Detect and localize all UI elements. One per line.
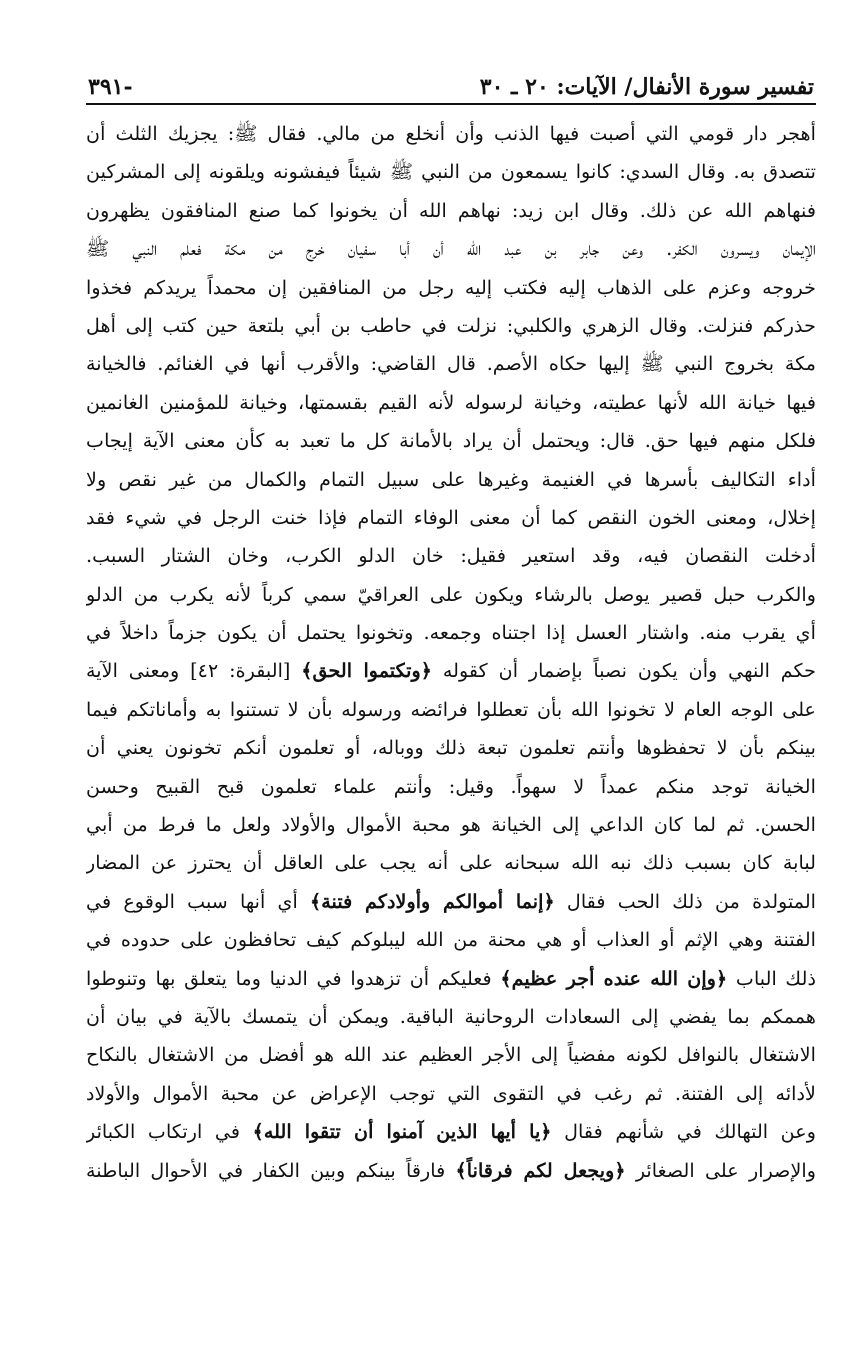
text-segment: وعن التهالك في شأنهم فقال	[551, 1120, 816, 1144]
text-line	[86, 345, 816, 383]
text-segment: الفتنة وهي الإثم أو العذاب أو هي محنة من الله ليبلوكم كيف تحافظون على حدوده في	[86, 928, 816, 952]
book-page	[86, 66, 816, 1190]
text-line	[86, 1152, 816, 1190]
text-segment: أهجر دار قومي التي أصبت فيها الذنب وأن أنخلع من مالي. فقال ﷺ: يجزيك الثلث أن	[86, 122, 816, 145]
text-segment: لبابة كان بسبب ذلك نبه الله سبحانه على أنه يجب على العاقل أن يحترز عن المضار	[86, 851, 816, 875]
quran-quote: ﴿إنما أموالكم وأولادكم فتنة﴾	[310, 889, 555, 913]
text-line	[86, 729, 816, 767]
text-segment: في ارتكاب الكبائر	[86, 1120, 253, 1144]
quran-quote: ﴿وإن الله عنده أجر عظيم﴾	[500, 966, 728, 990]
text-line	[86, 806, 816, 844]
text-line	[86, 461, 816, 499]
text-segment: أدخلت النقصان فيه، وقد استعير فقيل: خان الدلو الكرب، وخان الشتار السبب.	[86, 544, 816, 568]
text-segment: أداء التكاليف بأسرها في الغنيمة وغيرها على سبيل التمام والكمال من غير نقص ولا	[86, 467, 816, 491]
text-segment: فلكل منهم فيها حق. قال: ويحتمل أن يراد بالأمانة كل ما تعبد به كأن معنى الآية إيجاب	[86, 429, 816, 453]
text-segment: الحسن. ثم لما كان الداعي إلى الخيانة هو محبة الأموال والأولاد ولعل ما فرط من أبي	[86, 813, 816, 837]
text-segment: إخلال، ومعنى الخون النقص كما أن معنى الوفاء التمام فإذا خنت الرجل في شيء فقد	[86, 505, 816, 529]
text-segment: بينكم بأن لا تحفظوها وأنتم تعلمون تبعة ذلك ووباله، أو تعلمون أنكم تخونون يعني أن	[86, 736, 816, 760]
text-line	[86, 422, 816, 460]
text-line	[86, 614, 816, 652]
text-segment: أي يقرب منه. واشتار العسل إذا اجتناه وجمعه. وتخونوا يحتمل أن يكون جزماً داخلاً في	[86, 621, 816, 645]
text-line	[86, 153, 816, 191]
text-line	[86, 537, 816, 575]
text-line	[86, 384, 816, 422]
text-line	[86, 115, 816, 153]
text-segment: الخيانة توجد منكم عمداً لا سهواً. وقيل: وأنتم علماء تعلمون قبح القبيح وحسن	[86, 774, 816, 798]
text-segment: والإصرار على الصغائر	[625, 1158, 816, 1182]
text-line	[86, 768, 816, 806]
text-line	[86, 998, 816, 1036]
quran-quote: ﴿يا أيها الذين آمنوا أن تتقوا الله﴾	[252, 1120, 552, 1144]
text-segment: الإيمان ويسرون الكفر. وعن جابر بن عبد الله أن أبا سفيان خرج من مكة فعلم النبي ﷺ	[86, 237, 816, 261]
text-segment: فيها خيانة الله لأنها عطيته، وخيانة لرسوله لأنه القيم بقسمتها، وخيانة للمؤمنين الغانمين	[86, 390, 816, 414]
text-line	[86, 844, 816, 882]
text-line	[86, 652, 816, 690]
text-segment: ذلك الباب	[727, 966, 816, 990]
quran-quote: ﴿ويجعل لكم فرقاناً﴾	[455, 1158, 626, 1182]
text-segment: الاشتغال بالنوافل لكونه مفضياً إلى الأجر العظيم عند الله هو أفضل من الاشتغال بالنكاح	[86, 1043, 816, 1067]
text-segment: المتولدة من ذلك الحب فقال	[554, 889, 816, 913]
quran-quote: ﴿وتكتموا الحق﴾	[301, 659, 433, 683]
text-line	[86, 921, 816, 959]
header-title: تفسير سورة الأنفال/ الآيات: ٢٠ ـ ٣٠	[479, 74, 814, 100]
running-header	[86, 66, 816, 105]
text-segment: على الوجه العام لا تخونوا الله بأن تعطلوا فرائضه ورسوله بأن لا تستنوا به وأماناتكم فيما	[86, 697, 816, 721]
text-segment: فارقاً بينكم وبين الكفار في الأحوال الباطنة	[86, 1158, 456, 1182]
text-segment: تتصدق به. وقال السدي: كانوا يسمعون من النبي ﷺ شيئاً فيفشونه ويلقونه إلى المشركين	[86, 160, 816, 184]
text-line	[86, 576, 816, 614]
text-line	[86, 192, 816, 230]
text-line	[86, 691, 816, 729]
text-segment: والكرب حبل قصير يوصل بالرشاء ويكون على العراقيّ سمي كرباً لأنه يكرب من الدلو	[86, 582, 816, 606]
text-line	[86, 960, 816, 998]
text-line	[86, 1075, 816, 1113]
text-segment: فنهاهم الله عن ذلك. وقال ابن زيد: نهاهم الله أن يخونوا كما صنع المنافقون يظهرون	[86, 198, 816, 222]
text-line	[86, 230, 816, 268]
text-segment: حذركم فنزلت. وقال الزهري والكلبي: نزلت في حاطب بن أبي بلتعة حين كتب إلى أهل	[86, 313, 816, 337]
text-line	[86, 269, 816, 307]
text-segment: مكة بخروج النبي ﷺ إليها حكاه الأصم. قال القاضي: والأقرب أنها في الغنائم. فالخيانة	[86, 352, 816, 376]
text-line	[86, 499, 816, 537]
body-text	[86, 115, 816, 1190]
text-segment: هممكم بما يفضي إلى السعادات الروحانية الباقية. ويمكن أن يتمسك بالآية في بيان أن	[86, 1004, 816, 1028]
text-segment: لأدائه إلى الفتنة. ثم رغب في التقوى التي توجب الإعراض عن محبة الأموال والأولاد	[86, 1081, 816, 1105]
text-segment: أي أنها سبب الوقوع في	[86, 889, 311, 913]
text-segment: حكم النهي وأن يكون نصباً بإضمار أن كقوله	[432, 659, 816, 683]
text-line	[86, 1113, 816, 1151]
text-segment: فعليكم أن تزهدوا في الدنيا وما يتعلق بها وتنوطوا	[86, 966, 501, 990]
text-line	[86, 1036, 816, 1074]
text-segment: [البقرة: ٤٢] ومعنى الآية	[86, 659, 302, 683]
text-line	[86, 883, 816, 921]
text-line	[86, 307, 816, 345]
page-number: -٣٩١	[88, 74, 133, 100]
text-segment: خروجه وعزم على الذهاب إليه فكتب إليه رجل من المنافقين إن محمداً يريدكم فخذوا	[86, 275, 816, 299]
